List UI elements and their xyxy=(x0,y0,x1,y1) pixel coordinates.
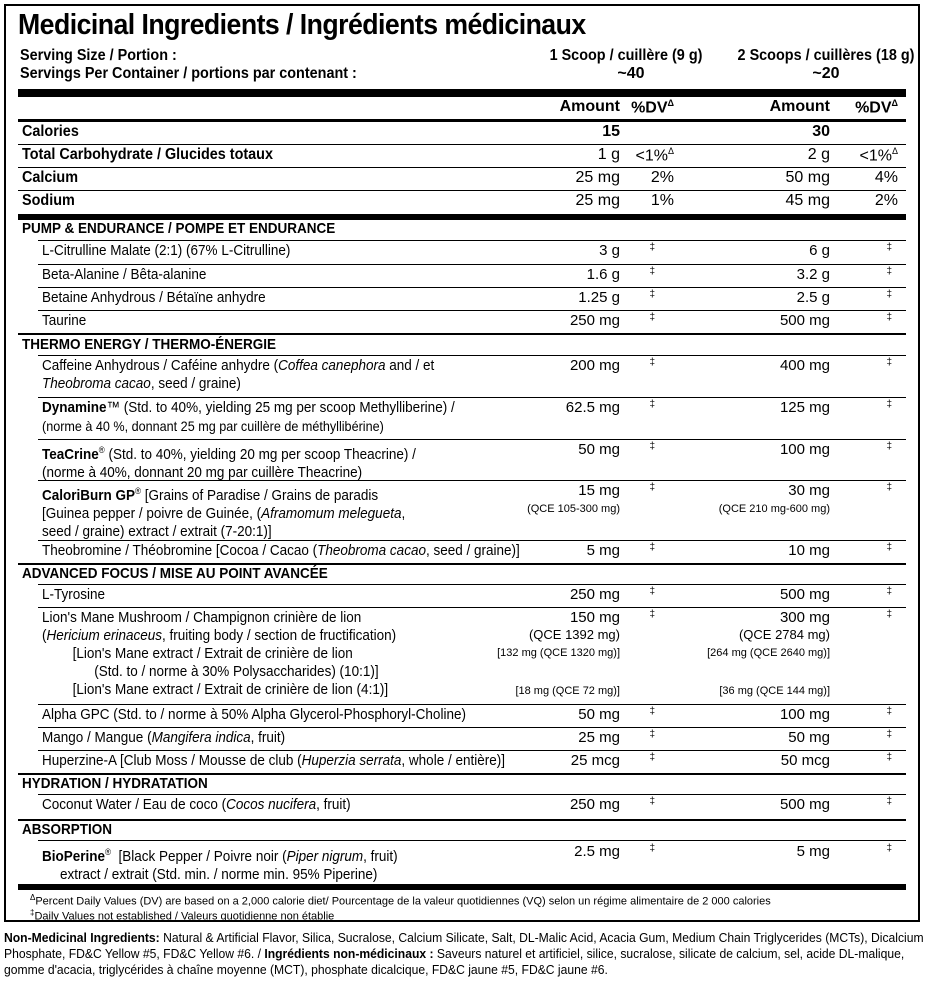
ingredient-name xyxy=(42,796,351,814)
dagger-2: ‡ xyxy=(886,609,892,620)
amount-2: 2.5 g xyxy=(796,289,830,306)
name-italic: Cocos nucifera xyxy=(226,796,317,813)
footnote-mark: ‡ xyxy=(30,908,35,917)
dagger-2: ‡ xyxy=(886,706,892,717)
amount-1: 50 mg xyxy=(578,706,620,723)
dv-1: 1% xyxy=(650,192,674,209)
ingredient-row-teacrine xyxy=(18,441,906,481)
brand-name: Dynamine xyxy=(42,399,107,416)
dagger-1: ‡ xyxy=(649,752,655,763)
amount-1: 250 mg xyxy=(569,796,620,813)
serving-col1-count: ~40 xyxy=(617,65,645,82)
brand-name: CaloriBurn GP xyxy=(42,487,136,504)
dagger-1: ‡ xyxy=(649,586,655,597)
amount-1: 25 mcg xyxy=(570,752,620,769)
amount-1-extract-2: [18 mg (QCE 72 mg)] xyxy=(515,685,620,697)
amount-2: 500 mg xyxy=(779,312,830,329)
name-italic: Coffea canephora xyxy=(278,357,386,374)
serving-col2-size: 2 Scoops / cuillères (18 g) xyxy=(737,47,915,64)
dv-2-mark: Δ xyxy=(891,146,898,156)
name-italic: Aframomum melegueta xyxy=(261,505,402,522)
amount-2: 50 mg xyxy=(785,169,830,186)
dv-header-1 xyxy=(631,98,674,117)
amount-1: 50 mg xyxy=(578,441,620,458)
ingredient-row xyxy=(18,266,906,287)
amount-1-qce: (QCE 105-300 mg) xyxy=(527,503,620,515)
name-part: [Lion's Mane extract / Extrait de crinière de lion (4:1)] xyxy=(72,681,389,698)
name-italic: Hericium erinaceus xyxy=(46,627,163,644)
dv-header-1-text: %DV xyxy=(631,99,668,117)
registered-mark: ® xyxy=(135,486,141,496)
amount-1: 3 g xyxy=(599,242,620,259)
nutrient-row-sodium xyxy=(18,192,906,213)
amount-2: 500 mg xyxy=(779,586,830,603)
dv-1: 2% xyxy=(650,169,674,186)
amount-1: 1 g xyxy=(597,146,620,163)
divider xyxy=(38,397,906,398)
dagger-1: ‡ xyxy=(649,289,655,300)
dv-1-mark: Δ xyxy=(667,146,674,156)
amount-1: 250 mg xyxy=(569,586,620,603)
dagger-2: ‡ xyxy=(886,482,892,493)
ingredient-row-lions-mane xyxy=(18,609,906,703)
ingredient-name: Taurine xyxy=(42,312,87,329)
serving-col2-header xyxy=(716,47,925,83)
name-part: , xyxy=(401,505,406,522)
ingredient-name xyxy=(42,609,396,699)
name-part: extract / extrait (Std. min. / norme min. 95% Piperine) xyxy=(60,866,378,883)
dv-2: 2% xyxy=(874,192,898,209)
divider xyxy=(38,704,906,705)
amount-2: 500 mg xyxy=(779,796,830,813)
ingredient-row-tyrosine xyxy=(18,586,906,607)
dagger-2: ‡ xyxy=(886,542,892,553)
footnote-mark: Δ xyxy=(30,893,36,902)
divider xyxy=(38,287,906,288)
name-part: [Black Pepper / Poivre noir ( xyxy=(111,848,287,865)
ingredient-row-theobromine xyxy=(18,542,906,563)
divider xyxy=(38,794,906,795)
serving-col2-count: ~20 xyxy=(812,65,840,82)
non-medicinal-text-en: Natural & Artificial Flavor, Silica, Sucralose, Calcium Silicate, Salt, DL-Malic Acid, Acacia Gum, Medium Chain Triglycerides (MCTs), Dicalcium Phosphate, FD&C Yellow #5, FD&C Yellow #6. / xyxy=(4,930,924,961)
ingredient-row-caloriburn xyxy=(18,482,906,538)
ingredient-name: L-Tyrosine xyxy=(42,586,106,603)
ingredient-name: Alpha GPC (Std. to / norme à 50% Alpha Glycerol-Phosphoryl-Choline) xyxy=(42,706,466,723)
ingredient-name xyxy=(42,542,520,560)
amount-2: 125 mg xyxy=(779,399,830,416)
footnote-dv-not-established xyxy=(30,908,334,923)
non-medicinal-label-en: Non-Medicinal Ingredients: xyxy=(4,930,160,945)
amount-2: 3.2 g xyxy=(796,266,830,283)
divider xyxy=(38,355,906,356)
divider xyxy=(38,607,906,608)
name-part: seed / graine) extract / extrait (7-20:1)] xyxy=(42,523,272,540)
amount-1: 2.5 mg xyxy=(574,843,620,860)
name-part: , seed / graine) xyxy=(150,375,241,392)
amount-header-2: Amount xyxy=(769,98,830,115)
name-part: (Std. to 40%, yielding 20 mg per scoop Theacrine) / xyxy=(104,446,416,463)
amount-2: 2 g xyxy=(807,146,830,163)
dagger-2: ‡ xyxy=(886,289,892,300)
amount-2: 30 mg xyxy=(788,482,830,499)
dv-header-2 xyxy=(855,98,898,117)
dagger-1: ‡ xyxy=(649,542,655,553)
name-part: , whole / entière)] xyxy=(401,752,505,769)
divider xyxy=(38,240,906,241)
divider xyxy=(38,540,906,541)
dv-header-2-text: %DV xyxy=(855,99,892,117)
dagger-1: ‡ xyxy=(649,482,655,493)
name-part: Mango / Mangue ( xyxy=(42,729,152,746)
name-part: Coconut Water / Eau de coco ( xyxy=(42,796,227,813)
servings-per-container-label: Servings Per Container / portions par contenant : xyxy=(20,65,357,82)
ingredient-name: Beta-Alanine / Bêta-alanine xyxy=(42,266,207,283)
ingredient-row-mango xyxy=(18,729,906,750)
dv-header-1-mark: Δ xyxy=(667,98,674,108)
nutrient-name: Calories xyxy=(22,123,79,140)
divider xyxy=(38,310,906,311)
dagger-2: ‡ xyxy=(886,843,892,854)
name-part: ( xyxy=(42,627,47,644)
amount-2: 50 mg xyxy=(788,729,830,746)
medium-divider xyxy=(18,119,906,122)
section-absorption: ABSORPTION xyxy=(22,821,113,838)
amount-2-qce: (QCE 210 mg-600 mg) xyxy=(718,503,830,515)
thick-divider xyxy=(18,89,906,97)
ingredient-name xyxy=(42,441,416,482)
ingredient-name xyxy=(42,399,455,436)
dagger-1: ‡ xyxy=(649,312,655,323)
amount-1: 1.25 g xyxy=(578,289,620,306)
dagger-2: ‡ xyxy=(886,357,892,368)
ingredient-row xyxy=(18,242,906,263)
amount-2: 45 mg xyxy=(785,192,830,209)
section-advanced-focus: ADVANCED FOCUS / MISE AU POINT AVANCÉE xyxy=(22,565,328,582)
amount-1: 150 mg xyxy=(569,609,620,626)
registered-mark: ® xyxy=(105,847,112,857)
dv-header-2-mark: Δ xyxy=(891,98,898,108)
dagger-2: ‡ xyxy=(886,312,892,323)
ingredient-name: Betaine Anhydrous / Bétaïne anhydre xyxy=(42,289,266,306)
dv-2-text: <1% xyxy=(859,147,892,165)
divider xyxy=(38,727,906,728)
non-medicinal-text-fr: Saveurs naturel et artificiel, silice, sucralose, silicate de calcium, sel, acide DL-malique, gomme d'acacia, triglycérides à chaîne moyenne (MCT), phosphate dicalcique, FD&C jaune #5, FD&C jaune #6. xyxy=(4,946,905,977)
divider xyxy=(38,750,906,751)
name-part: Theobromine / Théobromine [Cocoa / Cacao ( xyxy=(42,542,318,559)
amount-1-extract-1: [132 mg (QCE 1320 mg)] xyxy=(497,647,620,659)
ingredient-row-coconut xyxy=(18,796,906,817)
ingredient-name xyxy=(42,752,505,770)
amount-1: 25 mg xyxy=(575,169,620,186)
amount-2: 6 g xyxy=(809,242,830,259)
footnote-text: Daily Values not established / Valeurs quotidienne non établie xyxy=(34,910,335,923)
ingredient-row xyxy=(18,289,906,310)
amount-header-1: Amount xyxy=(559,98,620,115)
section-divider xyxy=(18,333,906,335)
dagger-2: ‡ xyxy=(886,441,892,452)
name-italic: Piper nigrum xyxy=(286,848,364,865)
name-part: Caffeine Anhydrous / Caféine anhydre ( xyxy=(42,357,279,374)
amount-1: 25 mg xyxy=(578,729,620,746)
nutrient-name: Sodium xyxy=(22,192,75,209)
column-header-row xyxy=(18,98,906,118)
dagger-2: ‡ xyxy=(886,586,892,597)
ingredient-row-bioperine xyxy=(18,843,906,883)
nutrient-row-carbohydrate xyxy=(18,146,906,167)
section-divider xyxy=(18,819,906,821)
nutrient-row-calcium xyxy=(18,169,906,190)
name-part: , fruit) xyxy=(363,848,398,865)
name-part: , seed / graine)] xyxy=(425,542,520,559)
amount-1: 250 mg xyxy=(569,312,620,329)
name-italic: Theobroma cacao xyxy=(317,542,426,559)
amount-2-qce: (QCE 2784 mg) xyxy=(738,627,830,642)
amount-1: 200 mg xyxy=(569,357,620,374)
non-medicinal-ingredients xyxy=(4,930,924,978)
name-part: (Std. to / norme à 30% Polysaccharides) (10:1)] xyxy=(94,663,379,680)
dagger-2: ‡ xyxy=(886,752,892,763)
amount-2: 300 mg xyxy=(779,609,830,626)
dagger-1: ‡ xyxy=(649,266,655,277)
amount-2: 5 mg xyxy=(796,843,830,860)
amount-1-qce: (QCE 1392 mg) xyxy=(528,627,620,642)
dagger-1: ‡ xyxy=(649,357,655,368)
ingredient-row xyxy=(18,312,906,333)
dagger-1: ‡ xyxy=(649,609,655,620)
dagger-2: ‡ xyxy=(886,266,892,277)
name-part: , fruiting body / section de fructification) xyxy=(162,627,397,644)
name-italic: Theobroma cacao xyxy=(42,375,151,392)
divider xyxy=(38,584,906,585)
ingredient-row-alpha-gpc xyxy=(18,706,906,727)
ingredient-row-caffeine xyxy=(18,357,906,397)
name-part: [Guinea pepper / poivre de Guinée, ( xyxy=(42,505,262,522)
non-medicinal-label-fr: Ingrédients non-médicinaux : xyxy=(264,946,434,961)
serving-col1-size: 1 Scoop / cuillère (9 g) xyxy=(549,47,703,64)
dagger-2: ‡ xyxy=(886,729,892,740)
dv-2 xyxy=(860,146,898,165)
ingredient-name xyxy=(42,482,405,541)
brand-name: TeaCrine xyxy=(42,446,99,463)
name-italic: Mangifera indica xyxy=(151,729,251,746)
dagger-1: ‡ xyxy=(649,843,655,854)
thick-divider xyxy=(18,884,906,890)
ingredient-name xyxy=(42,843,398,884)
amount-2: 100 mg xyxy=(779,706,830,723)
dagger-1: ‡ xyxy=(649,399,655,410)
amount-1: 25 mg xyxy=(575,192,620,209)
amount-2: 50 mcg xyxy=(780,752,830,769)
name-part: and / et xyxy=(385,357,435,374)
panel-title: Medicinal Ingredients / Ingrédients médicinaux xyxy=(18,9,586,41)
dagger-1: ‡ xyxy=(649,706,655,717)
dv-1-text: <1% xyxy=(635,147,668,165)
dagger-1: ‡ xyxy=(649,242,655,253)
nutrient-row-calories xyxy=(18,123,906,144)
name-part: , fruit) xyxy=(250,729,286,746)
ingredient-name xyxy=(42,357,434,393)
registered-mark: ® xyxy=(98,445,105,455)
ingredient-name: L-Citrulline Malate (2:1) (67% L-Citrulline) xyxy=(42,242,291,259)
name-part: Huperzine-A [Club Moss / Mousse de club ( xyxy=(42,752,302,769)
footnote-dv xyxy=(30,893,771,908)
divider xyxy=(38,264,906,265)
amount-2-extract-2: [36 mg (QCE 144 mg)] xyxy=(719,685,830,697)
amount-2: 100 mg xyxy=(779,441,830,458)
section-thermo-energy: THERMO ENERGY / THERMO-ÉNERGIE xyxy=(22,336,277,353)
brand-name: BioPerine xyxy=(42,848,106,865)
dv-2: 4% xyxy=(874,169,898,186)
amount-2: 30 xyxy=(812,123,830,140)
amount-1: 5 mg xyxy=(586,542,620,559)
serving-col1-header xyxy=(526,47,726,83)
name-part: , fruit) xyxy=(316,796,351,813)
section-pump-endurance: PUMP & ENDURANCE / POMPE ET ENDURANCE xyxy=(22,220,336,237)
name-part: [Grains of Paradise / Grains de paradis xyxy=(141,487,379,504)
amount-2: 10 mg xyxy=(788,542,830,559)
ingredient-row-dynamine xyxy=(18,399,906,439)
dagger-2: ‡ xyxy=(886,796,892,807)
dagger-1: ‡ xyxy=(649,441,655,452)
amount-1: 1.6 g xyxy=(586,266,620,283)
name-part: Lion's Mane Mushroom / Champignon crinière de lion xyxy=(42,609,362,626)
serving-size-label: Serving Size / Portion : xyxy=(20,47,177,64)
section-hydration: HYDRATION / HYDRATATION xyxy=(22,775,208,792)
footnote-text: Percent Daily Values (DV) are based on a 2,000 calorie diet/ Pourcentage de la valeur quotidiennes (VQ) selon un régime alimentaire de 2 000 calories xyxy=(35,895,771,908)
divider xyxy=(18,144,906,145)
divider xyxy=(18,190,906,191)
dagger-1: ‡ xyxy=(649,796,655,807)
divider xyxy=(38,840,906,841)
dagger-2: ‡ xyxy=(886,399,892,410)
amount-1: 15 mg xyxy=(578,482,620,499)
dagger-2: ‡ xyxy=(886,242,892,253)
divider xyxy=(38,480,906,481)
dv-1 xyxy=(636,146,674,165)
name-part: [Lion's Mane extract / Extrait de crinière de lion xyxy=(72,645,353,662)
nutrient-name: Calcium xyxy=(22,169,79,186)
amount-2-extract-1: [264 mg (QCE 2640 mg)] xyxy=(707,647,830,659)
ingredient-row-huperzine xyxy=(18,752,906,773)
dagger-1: ‡ xyxy=(649,729,655,740)
name-part: (Std. to 40%, yielding 25 mg per scoop Methylliberine) / xyxy=(120,399,455,416)
trademark: ™ xyxy=(106,399,121,416)
amount-2: 400 mg xyxy=(779,357,830,374)
supplement-facts-panel xyxy=(4,4,920,922)
name-part: (norme à 40%, donnant 20 mg par cuillère Theacrine) xyxy=(42,464,363,481)
divider xyxy=(18,167,906,168)
divider xyxy=(38,439,906,440)
name-italic: Huperzia serrata xyxy=(301,752,402,769)
ingredient-name xyxy=(42,729,285,747)
nutrient-name: Total Carbohydrate / Glucides totaux xyxy=(22,146,273,163)
amount-1: 15 xyxy=(602,123,620,140)
name-part: (norme à 40 %, donnant 25 mg par cuillère de méthyllibérine) xyxy=(42,418,384,434)
amount-1: 62.5 mg xyxy=(565,399,620,416)
